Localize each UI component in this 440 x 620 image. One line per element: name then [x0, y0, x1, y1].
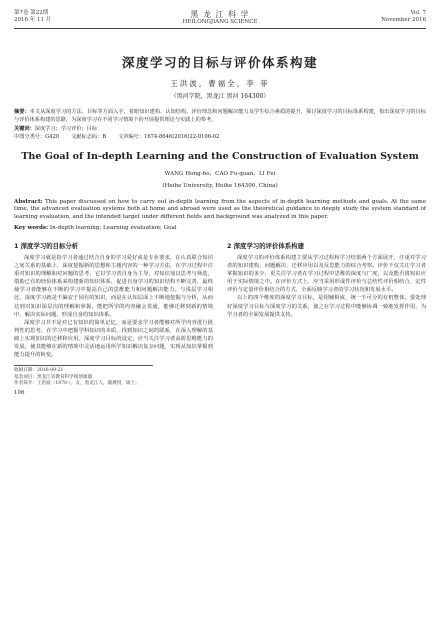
- keywords-cn-label: 关键词：: [14, 125, 35, 132]
- abstract-cn-text: 本文从深度学习的方法、目标等方面入手，着眼知识建构、认知结构、评价理念和问题解决能力及学生综合素质的提升，探讨深度学习的目标体系构建，指出深度学习的目标与评价体系构建的思路，为深度学习在不同学习情境下的开展提供理论与实践上的参考。: [14, 109, 426, 123]
- author-bio: 作者简介：王洪波（1970-），女，黑龙江人，副教授，硕士。: [14, 381, 140, 387]
- received-date: 收稿日期：2016-09-21: [14, 368, 64, 374]
- section-1-paragraph: 深度学习并不是对已有知识的简单记忆，而是要求学习者能够对所学内容进行批判性的思考，在学习中把握学科知识的本质，找到知识之间的联系，在深入理解的基础上实现知识的迁移和应用。深度学习目标的设定，应当关注学习者高阶思维能力的发展，使其能够在新的情境中灵活地运用所学知识解决复杂问题，实现从知识掌握到能力提升的转变。: [14, 319, 213, 359]
- paper-title-en: The Goal of In-depth Learning and the Construction of Evaluation System: [21, 150, 419, 162]
- keywords-cn: 深度学习；学习评价；目标: [34, 125, 98, 132]
- footnote: [14, 365, 153, 388]
- affiliation-cn: （黑河学院，黑龙江 黑河 164300）: [170, 93, 270, 100]
- classification-row: [14, 133, 426, 141]
- abstract-cn: [14, 109, 426, 125]
- authors-en: WANG Hong-bo，CAO Fu-quan，LI Fei: [164, 170, 276, 177]
- keywords-cn-row: [14, 125, 426, 133]
- affiliation-en: (Heihe University, Heihe 164300, China): [162, 182, 278, 189]
- abstract-en-text: This paper discussed on how to carry out in-depth learning from the aspects of in-depth learning methods and goals. At the same time, the advanced evaluation systems both at home and abroad were used as the theoretical guidance to deeply study the system standard of learning evaluation, and the intended target under different fields and background was analyzed in this paper.: [14, 198, 427, 221]
- abstract-en: [14, 199, 426, 222]
- issue-date-cn: 2016 年 11 月: [14, 17, 52, 23]
- authors-cn: 王洪波，曹福全，李 菲: [170, 79, 270, 88]
- document-code: 文献标志码：B: [71, 133, 107, 140]
- header-right: [336, 10, 426, 24]
- section-2-paragraph: 深度学习的评价体系构建主要从学习过程和学习结果两个方面展开，注重对学习者的知识建构、问题解决、迁移应用以及反思能力的综合考察。评价不仅关注学习者掌握知识的多少，更关注学习者在学习过程中思维的深度与广度，以及能否将知识应用于实际情境之中。在评价方式上，应当采用形成性评价与总结性评价相结合、定性评价与定量评价相结合的方式，全面反映学习者的学习状况和发展水平。: [227, 254, 426, 294]
- left-column: [14, 242, 213, 396]
- journal-name-en: HEILONGJIANG SCIENCE: [182, 19, 258, 25]
- journal-name-cn: 黑 龙 江 科 学: [190, 10, 250, 19]
- abstract-cn-label: 摘要：: [14, 109, 30, 115]
- section-1-paragraph: 深度学习就是指学习者通过结合自身的学习爱好或是专业要求，在认真联合知识之间关系的基础上，深度挖掘新的思想和主题内容的一种学习方法，在学习过程中注重对知识的理解和对问题的思考，它以学习者自身为主导，对知识加以思考与筛选，借助已有的经验体系来构建新的知识体系，促进自身学习的知识结构不断完善，最终使学习者能够在不断的学习中提高自己的思维能力和问题解决能力。与浅层学习相比，深度学习就是不偏安于固有的知识，而是在认知层面上不断地挖掘与分析，从而达到对知识深层次的理解和掌握，能把所学的内容融会贯通，能够迁移到新的情境中，解决实际问题，形成自身的知识体系。: [14, 254, 213, 318]
- page-number: 106: [14, 389, 25, 396]
- body-columns: [14, 242, 426, 396]
- running-header: [14, 10, 426, 26]
- paper-title-cn: 深度学习的目标与评价体系构建: [121, 55, 318, 70]
- keywords-en: In-depth learning; Learning evaluation; Goal: [49, 224, 177, 231]
- header-left: [14, 10, 104, 24]
- volume-en: Vol. 7: [410, 10, 426, 16]
- section-1-heading: 1 深度学习的目标分析: [14, 241, 79, 250]
- header-center: [104, 10, 336, 26]
- issue-date-en: November 2016: [381, 17, 426, 23]
- volume-issue: 第7卷 第22期: [14, 10, 49, 16]
- section-2-heading: 2 深度学习的评价体系构建: [227, 241, 304, 250]
- clc-number: 中图分类号：G420: [14, 133, 60, 140]
- keywords-en-label: Key words:: [14, 224, 49, 231]
- section-2-paragraph: 以上的四个维度的深度学习目标，是相辅相成、统一不可分的有机整体，要处理好深度学习目标与深度学习的关系，使之在学习过程中能够协调一致地发挥作用，为学习者的全面发展提供支持。: [227, 295, 426, 318]
- keywords-en-row: [14, 224, 426, 232]
- right-column: [227, 242, 426, 396]
- article-number: 文章编号：1674-8646(2016)22-0106-02: [118, 133, 220, 140]
- header-rule: [14, 28, 426, 29]
- fund-info: 基金项目：黑龙江省教育科学规划课题: [14, 374, 93, 380]
- abstract-en-label: Abstract:: [14, 198, 43, 205]
